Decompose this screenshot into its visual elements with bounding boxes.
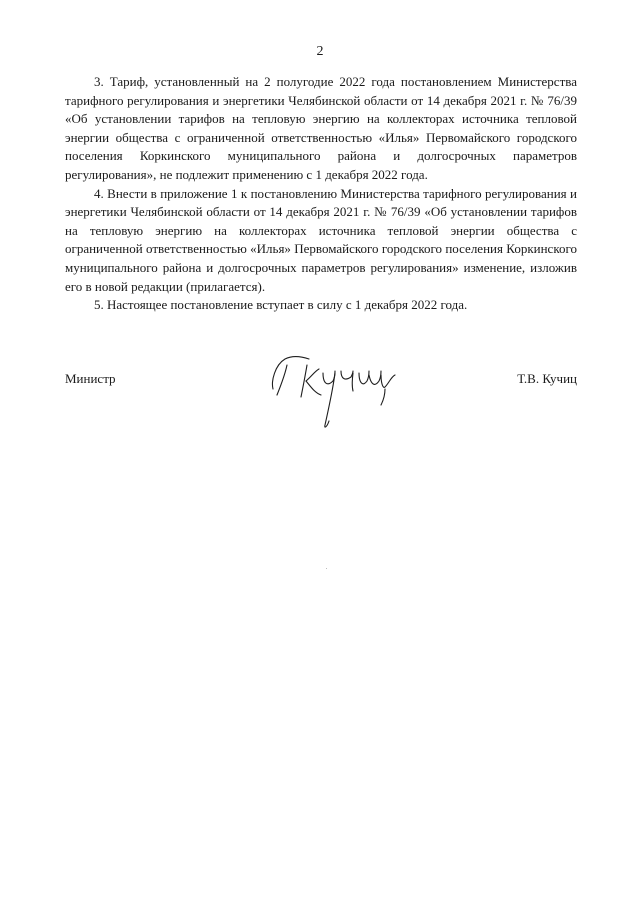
signatory-title: Министр	[65, 371, 116, 386]
page-number: 2	[316, 44, 324, 59]
handwritten-signature	[263, 351, 413, 431]
scan-speck	[326, 568, 327, 569]
paragraph-5: 5. Настоящее постановление вступает в силу с 1 декабря 2022 года.	[94, 297, 468, 313]
paragraph-4: 4. Внести в приложение 1 к постановлению Министерства тарифного регулирования и энергетики Челябинской области от 14 декабря 2021 г. № 76/39 «Об установлении тарифов на тепловую энергию на коллекторах источника тепловой энергии общества с ограниченной ответственностью «Илья» Первомайского городского поселения Коркинского муниципального района и долгосрочных параметров регулирования» изменение, изложив его в новой редакции (прилагается).	[65, 185, 577, 294]
signature-block	[65, 363, 577, 443]
document-body	[65, 73, 577, 315]
paragraph-3: 3. Тариф, установленный на 2 полугодие 2022 года постановлением Министерства тарифного регулирования и энергетики Челябинской области от 14 декабря 2021 г. № 76/39 «Об установлении тарифов на тепловую энергию на коллекторах источника тепловой энергии общества с ограниченной ответственностью «Илья» Первомайского городского поселения Коркинского муниципального района и долгосрочных параметров регулирования», не подлежит применению с 1 декабря 2022 года.	[65, 74, 577, 182]
signatory-name: Т.В. Кучиц	[517, 371, 577, 386]
